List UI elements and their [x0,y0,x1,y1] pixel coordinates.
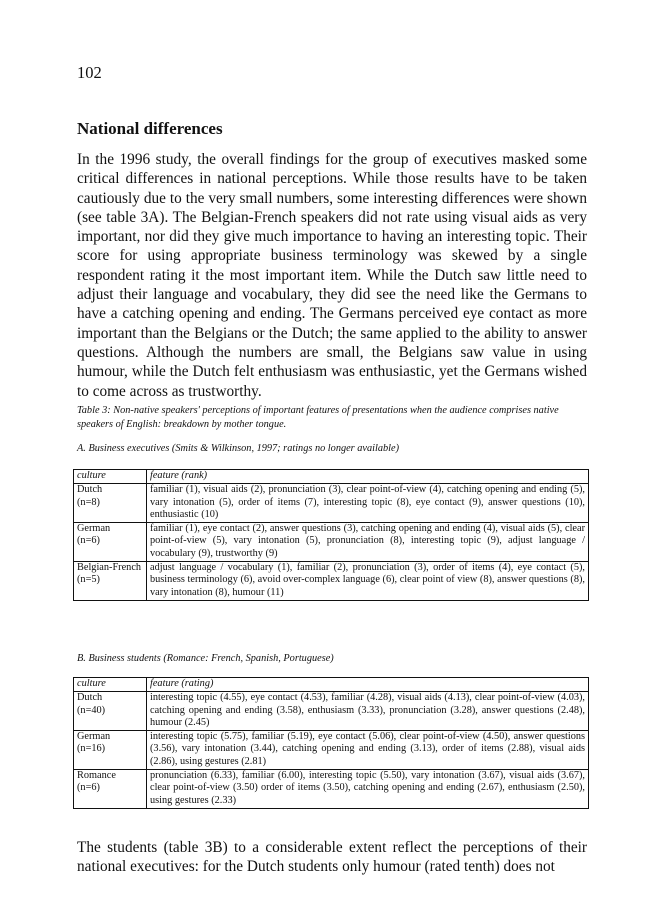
feature-cell: familiar (1), visual aids (2), pronunciation (3), clear point-of-view (4), catching opening and ending (5), vary intonation (5), order of items (7), interesting topic (8), eye contact (9), answer questions (10), enthusiastic (10) [147,484,589,523]
feature-cell: interesting topic (4.55), eye contact (4.53), familiar (4.28), visual aids (4.13), clear point-of-view (4.03), catching opening and ending (3.58), enthusiasm (3.33), pronunciation (3.28), answer questions (2.48), humour (2.45) [147,692,589,731]
table-b-subtitle: B. Business students (Romance: French, Spanish, Portuguese) [77,653,334,664]
table-row [74,523,589,562]
table-b-header-row [74,678,589,692]
body-paragraph-1: In the 1996 study, the overall findings for the group of executives masked some critical differences in national perceptions. While those results have to be taken cautiously due to the very small numbers, some interesting differences were shown (see table 3A). The Belgian-French speakers did not rate using visual aids as very important, nor did they give much importance to having an interesting topic. Their score for using appropriate business terminology was skewed by a single respondent rating it the most important item. While the Dutch saw little need to adjust their language and vocabulary, they did see the need like the Germans to have a catching opening and ending. The Germans perceived eye contact as more important than the Belgians or the Dutch; the same applied to the ability to answer questions. Although the numbers are small, the Belgians saw value in using humour, while the Dutch felt enthusiasm was enthusiastic, yet the Germans wished to come across as trustworthy. [77,151,587,400]
culture-name: Dutch [77,484,103,496]
sample-size: (n=6) [77,535,100,547]
culture-cell [74,731,147,770]
sample-size: (n=40) [77,704,106,716]
table-row [74,692,589,731]
table-a-header-row [74,470,589,484]
page-number: 102 [77,63,102,82]
table-caption: Table 3: Non-native speakers' perceptions of important features of presentations when the audience comprises native speakers of English: breakdown by mother tongue. [77,405,559,430]
culture-name: German [77,731,111,743]
culture-cell [74,562,147,601]
culture-name: Romance [77,770,116,782]
table-row [74,770,589,809]
sample-size: (n=8) [77,496,100,508]
feature-cell: familiar (1), eye contact (2), answer questions (3), catching opening and ending (4), visual aids (5), clear point-of-view (5), vary intonation (5), pronunciation (8), interesting topic (9), adjust language / vocabulary (9), trustworthy (9) [147,523,589,562]
culture-cell [74,770,147,809]
table-a-header-feature: feature (rank) [147,470,589,484]
culture-cell [74,523,147,562]
feature-cell: adjust language / vocabulary (1), familiar (2), pronunciation (3), order of items (4), eye contact (5), business terminology (6), avoid over-complex language (6), clear point of view (8), answer questions (8), vary intonation (8), humour (11) [147,562,589,601]
table-row [74,731,589,770]
table-row [74,562,589,601]
culture-name: Belgian-French [77,562,142,574]
table-a-subtitle: A. Business executives (Smits & Wilkinson, 1997; ratings no longer available) [77,443,400,454]
body-paragraph-2: The students (table 3B) to a considerable extent reflect the perceptions of their national executives: for the Dutch students only humour (rated tenth) does not [77,839,587,876]
table-b [73,677,589,809]
culture-cell [74,484,147,523]
table-b-header-feature: feature (rating) [147,678,589,692]
table-a [73,469,589,601]
section-heading: National differences [77,119,223,138]
table-a-header-culture: culture [74,470,147,484]
table-b-header-culture: culture [74,678,147,692]
table-row [74,484,589,523]
sample-size: (n=5) [77,574,100,586]
culture-name: Dutch [77,692,103,704]
sample-size: (n=6) [77,782,100,794]
culture-name: German [77,523,111,535]
culture-cell [74,692,147,731]
feature-cell: pronunciation (6.33), familiar (6.00), interesting topic (5.50), vary intonation (3.67), visual aids (3.67), clear point-of-view (3.50) order of items (3.50), catching opening and ending (2.67), enthusiasm (2.50), using gestures (2.33) [147,770,589,809]
sample-size: (n=16) [77,743,106,755]
feature-cell: interesting topic (5.75), familiar (5.19), eye contact (5.06), clear point-of-view (4.50), answer questions (3.56), vary intonation (3.44), catching opening and ending (3.13), order of items (2.88), visual aids (2.86), using gestures (2.81) [147,731,589,770]
